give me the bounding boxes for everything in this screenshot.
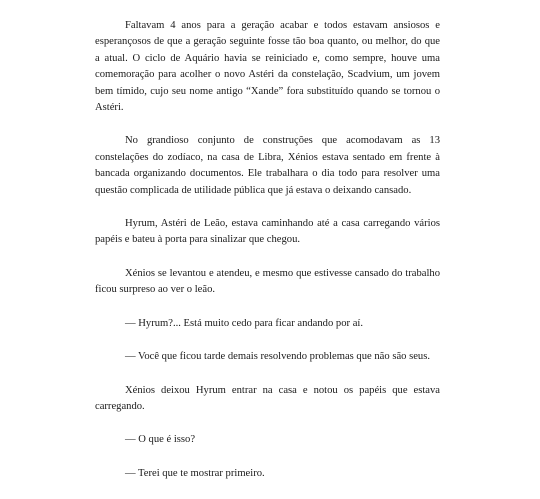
dialogue-line: — O que é isso? (125, 434, 196, 446)
paragraph: Hyrum, Astéri de Leão, estava caminhando até a casa carregando vários papéis e bateu à porta para sinalizar que chegou. (95, 218, 440, 246)
paragraph: No grandioso conjunto de construções que acomodavam as 13 constelações do zodíaco, na casa de Libra, Xénios estava sentado em frente à bancada organizando documentos. Ele trabalhara o dia todo para resolver uma questão complicada de utilidade pública que já estava o deixando cansado. (95, 135, 440, 196)
document-body (95, 18, 440, 499)
paragraph: Xénios deixou Hyrum entrar na casa e notou os papéis que estava carregando. (95, 384, 440, 412)
paragraph: Faltavam 4 anos para a geração acabar e todos estavam ansiosos e esperançosos de que a geração seguinte fosse tão boa quanto, ou melhor, do que a atual. O ciclo de Aquário havia se reiniciado e, como sempre, houve uma comemoração para acolher o novo Astéri da constelação, Scadvium, um jovem bem tímido, cujo seu nome antigo “Xande” fora substituído quando se tornou o Astéri. (95, 20, 440, 114)
dialogue-line: — Terei que te mostrar primeiro. (125, 467, 265, 479)
dialogue-line: — Você que ficou tarde demais resolvendo problemas que não são seus. (125, 351, 430, 363)
paragraph: Xénios se levantou e atendeu, e mesmo que estivesse cansado do trabalho ficou surpreso ao ver o leão. (95, 267, 440, 296)
dialogue-line: — Hyrum?... Está muito cedo para ficar andando por aí. (125, 317, 363, 329)
